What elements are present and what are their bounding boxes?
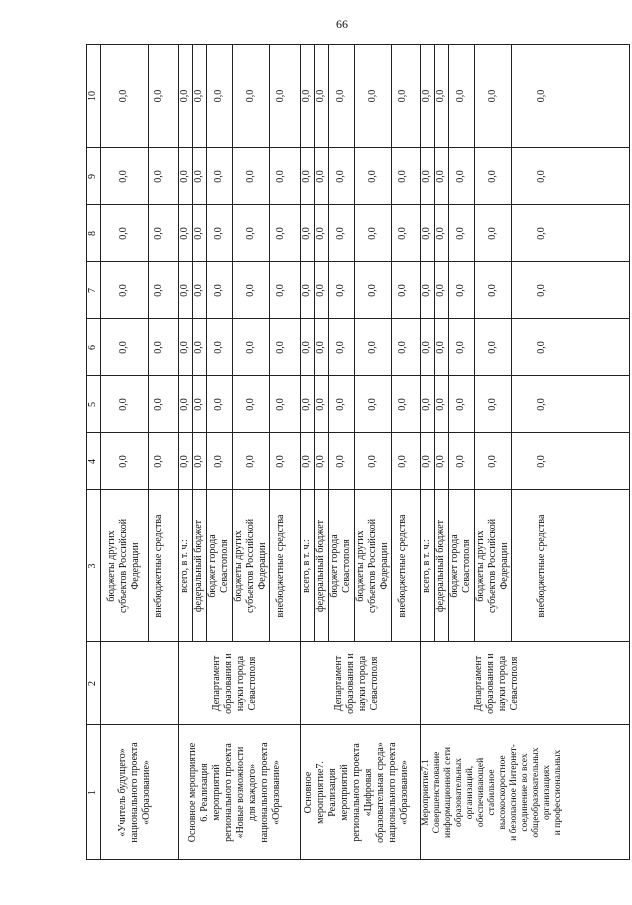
value-cell: 0,0 (274, 89, 286, 103)
value-cell: 0,0 (435, 455, 446, 468)
value-cell: 0,0 (435, 227, 446, 240)
value-cell: 0,0 (335, 455, 346, 468)
value-cell: 0,0 (421, 341, 432, 354)
header-cell: 4 (87, 459, 98, 464)
value-cell: 0,0 (366, 284, 378, 297)
value-cell: 0,0 (213, 284, 224, 297)
value-cell: 0,0 (455, 284, 466, 297)
header-cell: 1 (87, 790, 98, 795)
value-cell: 0,0 (536, 284, 547, 297)
funding-source-label: бюджеты других субъектов Российской Федерации (232, 518, 268, 614)
funding-source-label: всего, в т. ч.: (301, 539, 312, 593)
header-cell: 10 (87, 91, 98, 101)
value-cell: 0,0 (213, 341, 224, 354)
value-cell: 0,0 (315, 455, 326, 468)
value-cell: 0,0 (536, 227, 547, 240)
value-cell: 0,0 (179, 227, 190, 240)
page-number: 66 (336, 17, 348, 31)
value-cell: 0,0 (335, 227, 346, 240)
funding-source-label: внебюджетные средства (153, 514, 164, 618)
activity-name: «Учитель будущего» национального проекта «Образование» (117, 742, 152, 843)
value-cell: 0,0 (193, 341, 204, 354)
value-cell: 0,0 (118, 341, 129, 354)
column-divider (86, 724, 630, 725)
executor-name: Департамент образования и науки города Севастополя (211, 653, 258, 714)
value-cell: 0,0 (455, 398, 466, 411)
value-cell: 0,0 (455, 341, 466, 354)
value-cell: 0,0 (179, 89, 190, 103)
value-cell: 0,0 (315, 341, 326, 354)
value-cell: 0,0 (335, 398, 346, 411)
value-cell: 0,0 (274, 227, 286, 240)
activity-name: Мероприятие7.1 Совершенствование информационной сети образовательных организаций, обеспечивающей стабильное высокоскоростное и безопасное Интернет- соединение во всех общеобразовательных организациях и профессиональных (421, 744, 563, 841)
value-cell: 0,0 (315, 170, 326, 183)
value-cell: 0,0 (536, 170, 547, 183)
value-cell: 0,0 (455, 89, 466, 103)
value-cell: 0,0 (421, 455, 432, 468)
value-cell: 0,0 (274, 341, 286, 354)
header-cell: 5 (87, 402, 98, 407)
funding-source-label: бюджет города Севастополя (449, 534, 472, 598)
value-cell: 0,0 (396, 341, 408, 354)
value-cell: 0,0 (315, 398, 326, 411)
funding-source-label: федеральный бюджет (193, 519, 204, 613)
funding-source-label: бюджеты других субъектов Российской Федерации (354, 518, 390, 614)
value-cell: 0,0 (274, 170, 286, 183)
value-cell: 0,0 (315, 89, 326, 103)
value-cell: 0,0 (274, 455, 286, 468)
value-cell: 0,0 (301, 398, 312, 411)
value-cell: 0,0 (301, 455, 312, 468)
funding-source-label: бюджеты других субъектов Российской Федерации (474, 518, 510, 614)
value-cell: 0,0 (244, 89, 256, 103)
value-cell: 0,0 (153, 455, 164, 468)
header-cell: 6 (87, 345, 98, 350)
funding-source-label: внебюджетные средства (536, 514, 547, 618)
value-cell: 0,0 (118, 398, 129, 411)
value-cell: 0,0 (486, 341, 498, 354)
header-cell: 7 (87, 288, 98, 293)
value-cell: 0,0 (118, 227, 129, 240)
column-divider (86, 641, 630, 642)
funding-source-label: бюджеты других субъектов Российской Федерации (106, 518, 141, 614)
value-cell: 0,0 (274, 398, 286, 411)
value-cell: 0,0 (301, 341, 312, 354)
value-cell: 0,0 (486, 398, 498, 411)
activity-name: Основное мероприятие7. Реализация мероприятий регионального проекта «Цифровая образовательная среда» национального проекта «Образование» (303, 742, 410, 843)
value-cell: 0,0 (244, 170, 256, 183)
value-cell: 0,0 (486, 227, 498, 240)
value-cell: 0,0 (153, 227, 164, 240)
value-cell: 0,0 (153, 284, 164, 297)
value-cell: 0,0 (421, 227, 432, 240)
value-cell: 0,0 (179, 284, 190, 297)
value-cell: 0,0 (335, 170, 346, 183)
value-cell: 0,0 (396, 170, 408, 183)
header-cell: 2 (87, 681, 98, 686)
value-cell: 0,0 (193, 398, 204, 411)
value-cell: 0,0 (536, 341, 547, 354)
executor-name: Департамент образования и науки города Севастополя (333, 653, 380, 714)
value-cell: 0,0 (396, 227, 408, 240)
value-cell: 0,0 (396, 455, 408, 468)
value-cell: 0,0 (396, 398, 408, 411)
value-cell: 0,0 (179, 455, 190, 468)
value-cell: 0,0 (193, 455, 204, 468)
funding-source-label: всего, в т. ч.: (179, 539, 190, 593)
value-cell: 0,0 (486, 455, 498, 468)
value-cell: 0,0 (315, 227, 326, 240)
value-cell: 0,0 (179, 341, 190, 354)
value-cell: 0,0 (118, 284, 129, 297)
value-cell: 0,0 (536, 455, 547, 468)
executor-name: Департамент образования и науки города Севастополя (472, 653, 520, 714)
value-cell: 0,0 (244, 284, 256, 297)
value-cell: 0,0 (153, 89, 164, 103)
value-cell: 0,0 (118, 89, 129, 103)
budget-table (86, 44, 630, 860)
value-cell: 0,0 (335, 284, 346, 297)
value-cell: 0,0 (435, 341, 446, 354)
value-cell: 0,0 (335, 89, 346, 103)
value-cell: 0,0 (486, 89, 498, 103)
value-cell: 0,0 (315, 284, 326, 297)
value-cell: 0,0 (213, 89, 224, 103)
funding-source-label: федеральный бюджет (435, 519, 446, 613)
value-cell: 0,0 (536, 398, 547, 411)
value-cell: 0,0 (421, 284, 432, 297)
value-cell: 0,0 (421, 89, 432, 103)
value-cell: 0,0 (213, 398, 224, 411)
value-cell: 0,0 (335, 341, 346, 354)
value-cell: 0,0 (193, 284, 204, 297)
value-cell: 0,0 (213, 170, 224, 183)
funding-source-label: федеральный бюджет (315, 519, 326, 613)
value-cell: 0,0 (301, 284, 312, 297)
value-cell: 0,0 (366, 455, 378, 468)
value-cell: 0,0 (193, 227, 204, 240)
value-cell: 0,0 (435, 398, 446, 411)
funding-source-label: бюджет города Севастополя (329, 534, 352, 598)
value-cell: 0,0 (455, 455, 466, 468)
header-cell: 3 (87, 563, 98, 569)
value-cell: 0,0 (421, 398, 432, 411)
value-cell: 0,0 (301, 170, 312, 183)
value-cell: 0,0 (486, 170, 498, 183)
funding-source-label: бюджет города Севастополя (207, 534, 230, 598)
value-cell: 0,0 (366, 89, 378, 103)
value-cell: 0,0 (179, 398, 190, 411)
value-cell: 0,0 (486, 284, 498, 297)
value-cell: 0,0 (244, 227, 256, 240)
value-cell: 0,0 (213, 455, 224, 468)
value-cell: 0,0 (301, 89, 312, 103)
value-cell: 0,0 (435, 170, 446, 183)
header-cell: 9 (87, 174, 98, 179)
value-cell: 0,0 (435, 284, 446, 297)
value-cell: 0,0 (213, 227, 224, 240)
value-cell: 0,0 (153, 170, 164, 183)
value-cell: 0,0 (193, 89, 204, 103)
value-cell: 0,0 (193, 170, 204, 183)
value-cell: 0,0 (366, 398, 378, 411)
value-cell: 0,0 (244, 455, 256, 468)
value-cell: 0,0 (396, 284, 408, 297)
value-cell: 0,0 (301, 227, 312, 240)
header-cell: 8 (87, 231, 98, 236)
value-cell: 0,0 (244, 398, 256, 411)
value-cell: 0,0 (244, 341, 256, 354)
value-cell: 0,0 (396, 89, 408, 103)
value-cell: 0,0 (153, 341, 164, 354)
value-cell: 0,0 (421, 170, 432, 183)
value-cell: 0,0 (366, 170, 378, 183)
value-cell: 0,0 (153, 398, 164, 411)
executor-name (101, 644, 169, 723)
value-cell: 0,0 (366, 341, 378, 354)
value-cell: 0,0 (274, 284, 286, 297)
activity-name: Основное мероприятие 6. Реализация мероприятий регионального проекта «Новые возможности для каждого» национального проекта «Образование» (187, 742, 282, 843)
value-cell: 0,0 (536, 89, 547, 103)
value-cell: 0,0 (455, 227, 466, 240)
value-cell: 0,0 (455, 170, 466, 183)
value-cell: 0,0 (179, 170, 190, 183)
funding-source-label: внебюджетные средства (274, 514, 286, 618)
value-cell: 0,0 (118, 170, 129, 183)
value-cell: 0,0 (118, 455, 129, 468)
funding-source-label: всего, в т. ч.: (421, 539, 432, 593)
funding-source-label: внебюджетные средства (396, 514, 408, 618)
value-cell: 0,0 (366, 227, 378, 240)
value-cell: 0,0 (435, 89, 446, 103)
rotated-table-wrapper (86, 44, 630, 860)
